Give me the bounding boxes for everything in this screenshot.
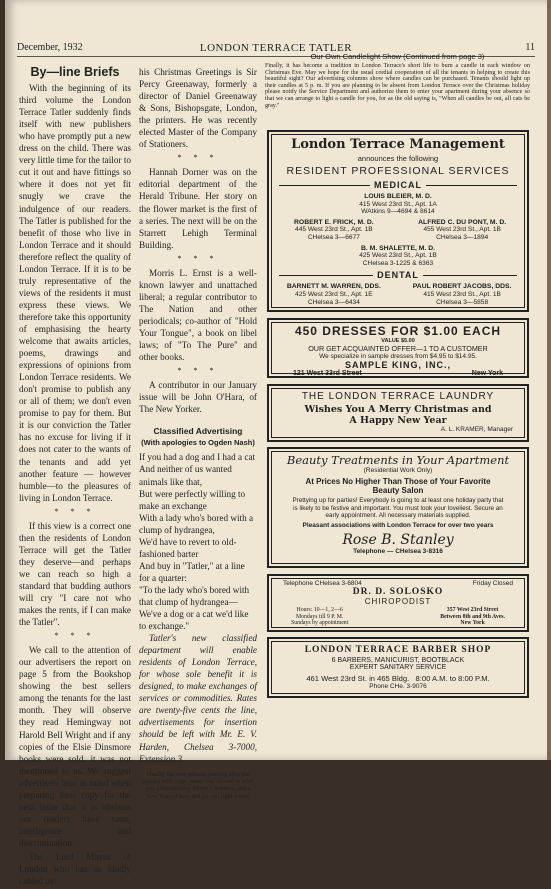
ad-management-sub: announces the following — [357, 154, 439, 163]
poem-line: But were perfectly willing to make an exchange — [139, 488, 246, 511]
poem-line: We'd have to revert to old-fashioned barter — [139, 536, 237, 559]
ad-beauty — [267, 447, 529, 568]
header-page-number: 11 — [525, 42, 535, 53]
doctor-address: 415 West 23rd St., Apt. 1A — [359, 200, 437, 208]
contributor-para: Morris L. Ernst is a well-known lawyer and unattached liberal; a regular contributor to The Nation and other periodicals; co-author of "Hold Your Tongue", a book on libel laws; of "To The Pure" and other books. — [139, 267, 257, 363]
dentist-phone: CHelsea 3—6434 — [307, 298, 360, 306]
ad-barber-line: 6 BARBERS, MANICURIST, BOOTBLACK — [331, 657, 465, 664]
ad-chiropodist-hours: Sundays by appointment — [291, 620, 349, 627]
newspaper-page — [5, 0, 551, 887]
ad-laundry-wish: Wishes You A Merry Christmas and — [304, 404, 492, 415]
dentist-address: 425 West 23rd St., Apt. 1E — [295, 290, 373, 298]
ad-beauty-phone: Telephone — CHelsea 3-8316 — [353, 547, 443, 555]
separator-stars: * * * — [177, 153, 219, 163]
ad-barber-phone: Phone CHe. 3-9076 — [369, 683, 427, 690]
poem-line: If you had a dog and I had a cat — [139, 452, 256, 463]
ad-chiropodist-closed: Friday Closed — [472, 580, 513, 587]
contributor-para: his Christmas Greetings is Sir Percy Greenaway, formerly a director of Daniel Greenaway & Sons, Bishopsgate, London, the printers. He was recently elected Master of the Company of Stationers. — [139, 67, 257, 150]
ad-dresses-address: 121 West 33rd Street — [293, 370, 362, 377]
column-contributors — [139, 66, 257, 800]
dentist-name: BARNETT M. WARREN, DDS. — [286, 283, 381, 291]
doctor-phone: CHelsea 3-1225 & 6363 — [362, 259, 434, 267]
bylines-para: We call to the attention of our advertisers the report on page 5 from the Bookshop showing the best sellers among the tenants for the last month. They will observe they read Hemingway not Harold Bell Wright and if any copies of the Elsie Dinsmore books were sold, it was not mentioned to us. We suggest advertisers bear in mind when preparing their copy for the next issue that it is obvious our readers have taste, intelligence and discrimination. — [19, 645, 131, 848]
ad-dresses-value: VALUE $5.00 — [381, 338, 415, 344]
doctor-entry — [269, 193, 527, 216]
header-title: LONDON TERRACE TATLER — [199, 42, 353, 54]
ad-dresses-city: New York — [471, 370, 503, 377]
column-bylines — [19, 66, 131, 889]
doctor-phone: WAtkins 9—4694 & 8614 — [361, 208, 435, 216]
ad-beauty-pleasant: Pleasant associations with London Terrace for over two years — [302, 521, 494, 529]
page-edge — [547, 0, 551, 760]
classified-info: Tatler's new classified department will enable residents of London Terrace, for whose sole benefit it is designed, to make exchanges of services or commodities. Rates are twenty-five cents the line, advertisements for insertion should be left with Mr. E. V. Harden, Chelsea 3-7000, Extension 3. — [139, 633, 257, 764]
header-date: December, 1932 — [17, 42, 83, 53]
ad-barber — [267, 637, 529, 698]
doctor-entry — [400, 219, 524, 242]
classified-subheading: (With apologies to Ogden Nash) — [141, 438, 255, 448]
doctor-name: LOUIS BLEIER, M. D. — [364, 193, 432, 200]
ad-beauty-body: Prettying up for parties! Everybody is going to at least one holiday party that is likely to be festive and important. You must look your loveliest. Secure an early appointment. All necessary materials supplied. — [292, 497, 504, 520]
doctor-name: ROBERT E. FRICK, M. D. — [294, 218, 374, 226]
ad-chiropodist-hours: Hours: 10—1, 2—6 — [296, 607, 343, 613]
ad-management-title: London Terrace Management — [291, 137, 505, 152]
doctor-entry — [272, 219, 396, 242]
doctor-name: B. M. SHALETTE, M. D. — [360, 244, 435, 252]
candlelight-body: Finally, it has become a tradition in London Terrace's short life to burn a candle in each window on Christmas Eve. May we hope for the usual cordial cooperation of all the tenants in helping to create this beautiful sight? Our advertising columns show where candles can be purchased. Tenants should light up their candles at 5 p. m. If you are planning to be absent from London Terrace over the Christmas holiday please notify the Service Department and authorize them to enter your apartment during your absence so that we can arrange to light a candle for you, for as the old saying is, "When all candles be out, all cats be gray." — [265, 63, 530, 109]
ad-beauty-line: At Prices No Higher Than Those of Your Favorite — [305, 477, 491, 486]
ad-chiropodist-address: Between 8th and 9th Aves. — [440, 613, 505, 620]
ad-chiropodist-hours: Mondays till 9 P. M. — [295, 613, 344, 620]
ad-laundry-wish: A Happy New Year — [349, 415, 447, 426]
ad-chiropodist-address: 357 West 23rd Street — [446, 607, 499, 613]
ad-beauty-sub: (Residential Work Only) — [363, 467, 433, 474]
ad-chiropodist — [267, 574, 529, 632]
bylines-para: If this view is a correct one then the residents of London Terrace will get the Tatler they deserve—and perhaps we can reach so high a standard that budding authors will cry "I care not who makes the rents, if I can make the Tatler". — [19, 520, 131, 628]
ad-barber-address: 461 West 23rd St. in 465 Bldg. 8:00 A.M. to 8:00 P.M. — [306, 674, 490, 683]
poem-line: And buy in "Tatler," at a line for a quarter: — [139, 560, 245, 583]
ad-barber-title: LONDON TERRACE BARBER SHOP — [304, 645, 492, 655]
poem-line: With a lady who's bored with a clump of hydrangea, — [139, 512, 254, 535]
ad-dresses — [267, 318, 529, 378]
dentist-address: 415 West 23rd St., Apt. 1B — [423, 290, 501, 298]
ad-chiropodist-address: New York — [460, 620, 485, 627]
classified-poem — [139, 451, 257, 632]
candlelight-title: Our Own Candlelight Show (Continued from page 3) — [310, 52, 485, 61]
ad-beauty-name: Rose B. Stanley — [342, 531, 454, 548]
separator-stars: * * * — [54, 631, 96, 641]
ad-management-services: RESIDENT PROFESSIONAL SERVICES — [286, 165, 510, 177]
contributor-para: A contributor in our January issue will be John O'Hara, of The New Yorker. — [139, 380, 257, 415]
ad-management — [267, 130, 529, 312]
bylines-headline: By—line Briefs — [30, 65, 120, 79]
doctor-address: 425 West 23rd St., Apt. 1B — [359, 252, 437, 260]
doctor-phone: CHelsea 3—1894 — [436, 233, 489, 241]
dentist-entry — [272, 283, 396, 306]
separator-stars: * * * — [177, 366, 219, 376]
ad-beauty-line: Beauty Salon — [372, 486, 424, 495]
separator-stars: * * * — [177, 253, 219, 263]
poem-line: We've a dog or a cat we'd like to exchange." — [139, 609, 249, 632]
doctor-name: ALFRED C. DU PONT, M. D. — [418, 218, 507, 226]
candlelight-article — [265, 50, 530, 109]
separator-stars: * * * — [54, 506, 96, 516]
ad-chiropodist-name: DR. D. SOLOSKO — [352, 587, 444, 597]
poem-line: And neither of us wanted animals like that, — [139, 464, 232, 487]
medical-separator: MEDICAL — [275, 180, 521, 190]
dental-separator: DENTAL — [275, 270, 521, 280]
poem-line: "To the lady who's bored with that clump of hydrangea— — [139, 584, 250, 607]
bylines-para: With the beginning of its third volume the London Terrace Tatler suddenly finds itself with new publishers who have promptly put a new dress on the child. There was very little time for the tailor to cut it out and have fittings so where it does not yet fit snugly we crave the indulgence of our readers. The Tatler is published for the benefit of those who live in London Terrace and it should therefore reflect the quality of London Terrace. If it is to be truly representative of the views of the residents it must express these views. We therefore take this opportunity of emphasising the hearty welcome that awaits articles, poems, drawings and expressions of opinions from London Terrace residents. We don't promise to publish any or all of them; we don't even promise to pay for them. But it is our conviction the Tatler has no excuse for living if it does not cater to the wants of the tenants and add yet another feature — however humble—to the pleasures of living in London Terrace. — [19, 83, 131, 503]
doctor-address: 455 West 23rd St., Apt. 1B — [423, 226, 501, 234]
bylines-para: The Lord Mayor of London who has so kindly cabled us — [19, 852, 131, 887]
ad-dresses-store: SAMPLE KING, INC., — [344, 360, 451, 370]
contributor-para: Hannah Dorner was on the editorial department of the Herald Tribune. Her story on the flower market is the first of a series. The next will be on the Starrett Lehigh Terminal Building. — [139, 167, 257, 250]
ad-dresses-title: 450 DRESSES FOR $1.00 EACH — [294, 324, 502, 338]
ad-laundry — [267, 384, 529, 442]
doctor-address: 445 West 23rd St., Apt. 1B — [295, 226, 373, 234]
doctor-phone: CHelsea 3—6677 — [307, 233, 360, 241]
classified-heading: Classified Advertising — [153, 426, 243, 437]
doctor-entry — [269, 245, 527, 268]
ad-barber-line: EXPERT SANITARY SERVICE — [349, 664, 447, 671]
dentist-phone: CHelsea 3—5858 — [436, 298, 489, 306]
dentist-name: PAUL ROBERT JACOBS, DDS. — [412, 283, 512, 291]
ad-dresses-offer: OUR GET ACQUAINTED OFFER—1 TO A CUSTOMER — [308, 344, 488, 353]
ad-beauty-title: Beauty Treatments in Your Apartment — [286, 453, 510, 467]
editors-footnote: Finally, the new editors, panting after the presses with copy, pause one second to wish you a breathlessly Merry Christmas and a New Year of beer and (so too light wines. — [142, 770, 254, 800]
ad-chiropodist-title: CHIROPODIST — [364, 597, 432, 606]
ad-laundry-title: THE LONDON TERRACE LAUNDRY — [301, 391, 495, 402]
dentist-entry — [400, 283, 524, 306]
ad-chiropodist-tel: Telephone CHelsea 3-6804 — [283, 580, 362, 587]
ad-laundry-manager: A. L. KRAMER, Manager — [440, 426, 513, 433]
ad-dresses-specialize: We specialize in sample dresses from $4.95 to $14.95. — [319, 353, 477, 360]
